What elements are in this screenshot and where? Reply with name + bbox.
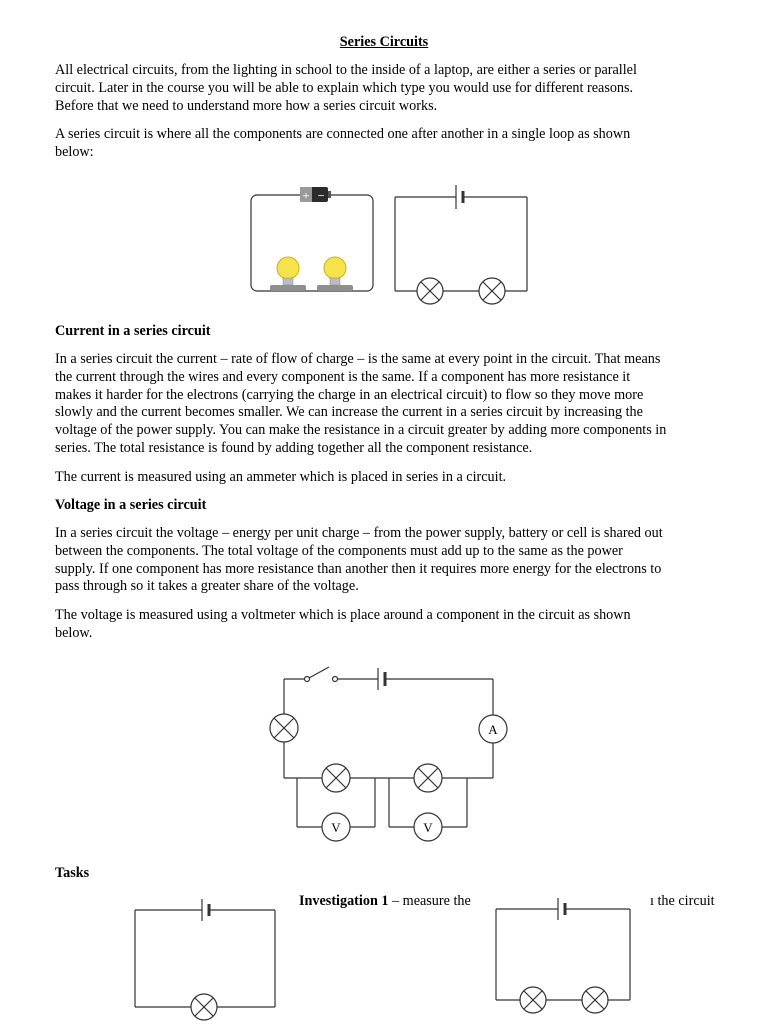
lamp-symbol-icon bbox=[270, 714, 298, 742]
battery-plus-label: + bbox=[302, 191, 310, 202]
intro-paragraph-2 bbox=[55, 126, 725, 162]
voltage-paragraph-2 bbox=[55, 607, 725, 643]
investigation-1-text bbox=[299, 893, 471, 911]
intro-paragraph-1 bbox=[55, 62, 725, 115]
cell-icon bbox=[202, 899, 209, 921]
text-line: circuit. Later in the course you will be able to explain which type you would use for different reasons. bbox=[55, 79, 634, 96]
cell-icon bbox=[456, 185, 463, 209]
voltmeter-icon bbox=[414, 813, 442, 841]
text-line: the current through the wires and every component is the same. If a component has more resistance it bbox=[55, 368, 631, 385]
text-line: A series circuit is where all the components are connected one after another in a single loop as shown bbox=[55, 126, 631, 142]
voltmeter-ammeter-circuit bbox=[266, 662, 506, 852]
voltage-heading: Voltage in a series circuit bbox=[55, 497, 207, 513]
text-line: In a series circuit the current – rate of flow of charge – is the same at every point in the circuit. That means bbox=[55, 351, 661, 367]
text-line: slowly and the current becomes smaller. We can increase the current in a series circuit by increasing the bbox=[55, 404, 643, 421]
text-line: between the components. The total voltage of the components must add up to the same as the power bbox=[55, 542, 623, 559]
cell-icon bbox=[558, 898, 565, 920]
lamp-symbol-icon bbox=[520, 987, 546, 1013]
lamp-symbol-icon bbox=[414, 764, 442, 792]
voltage-paragraph-1 bbox=[55, 525, 725, 596]
task-circuit-two-lamps bbox=[492, 896, 636, 1024]
investigation-1-description: – measure the bbox=[388, 893, 471, 909]
cell-icon bbox=[378, 668, 385, 690]
page-title: Series Circuits bbox=[339, 34, 429, 50]
lamp-symbol-icon bbox=[191, 994, 217, 1020]
current-paragraph-2: The current is measured using an ammeter which is placed in series in a circuit. bbox=[55, 469, 507, 485]
current-heading: Current in a series circuit bbox=[55, 323, 211, 339]
text-line: pass through so it takes a greater share of the voltage. bbox=[55, 578, 359, 595]
lightbulb-icon bbox=[270, 257, 306, 291]
text-line: below. bbox=[55, 624, 93, 641]
voltmeter-icon bbox=[322, 813, 350, 841]
text-line: makes it harder for the electrons (carrying the charge in an electrical circuit) to flow so they move more bbox=[55, 386, 644, 403]
battery-minus-label: − bbox=[317, 191, 325, 202]
text-line: supply. If one component has more resistance than another then it requires more energy for the electrons to bbox=[55, 560, 662, 577]
text-line: series. The total resistance is found by adding together all the component resistance. bbox=[55, 439, 533, 456]
battery-icon bbox=[300, 187, 331, 202]
switch-icon bbox=[305, 667, 338, 682]
lamp-symbol-icon bbox=[582, 987, 608, 1013]
ammeter-label: A bbox=[488, 722, 498, 737]
lamp-symbol-icon bbox=[322, 764, 350, 792]
tasks-heading: Tasks bbox=[55, 865, 90, 881]
text-line: In a series circuit the voltage – energy per unit charge – from the power supply, battery or cell is shared out bbox=[55, 525, 663, 541]
text-line: All electrical circuits, from the lighting in school to the inside of a laptop, are either a series or parallel bbox=[55, 62, 637, 78]
text-line: The voltage is measured using a voltmeter which is place around a component in the circuit as shown bbox=[55, 607, 631, 623]
investigation-1-tail: ı the circuit bbox=[650, 893, 715, 909]
text-line: voltage of the power supply. You can make the resistance in a circuit greater by adding more components in bbox=[55, 422, 667, 439]
text-line: Before that we need to understand more how a series circuit works. bbox=[55, 97, 438, 114]
task-circuit-one-lamp bbox=[132, 896, 280, 1024]
ammeter-icon bbox=[479, 715, 507, 743]
lamp-symbol-icon bbox=[417, 278, 443, 304]
pictorial-series-circuit bbox=[248, 184, 378, 296]
lamp-symbol-icon bbox=[479, 278, 505, 304]
voltmeter-label: V bbox=[423, 820, 433, 835]
investigation-1-label: Investigation 1 bbox=[299, 893, 389, 909]
voltmeter-label: V bbox=[331, 820, 341, 835]
current-paragraph-1 bbox=[55, 351, 725, 458]
text-line: below: bbox=[55, 143, 94, 160]
symbol-series-circuit bbox=[392, 184, 532, 306]
lightbulb-icon bbox=[317, 257, 353, 291]
